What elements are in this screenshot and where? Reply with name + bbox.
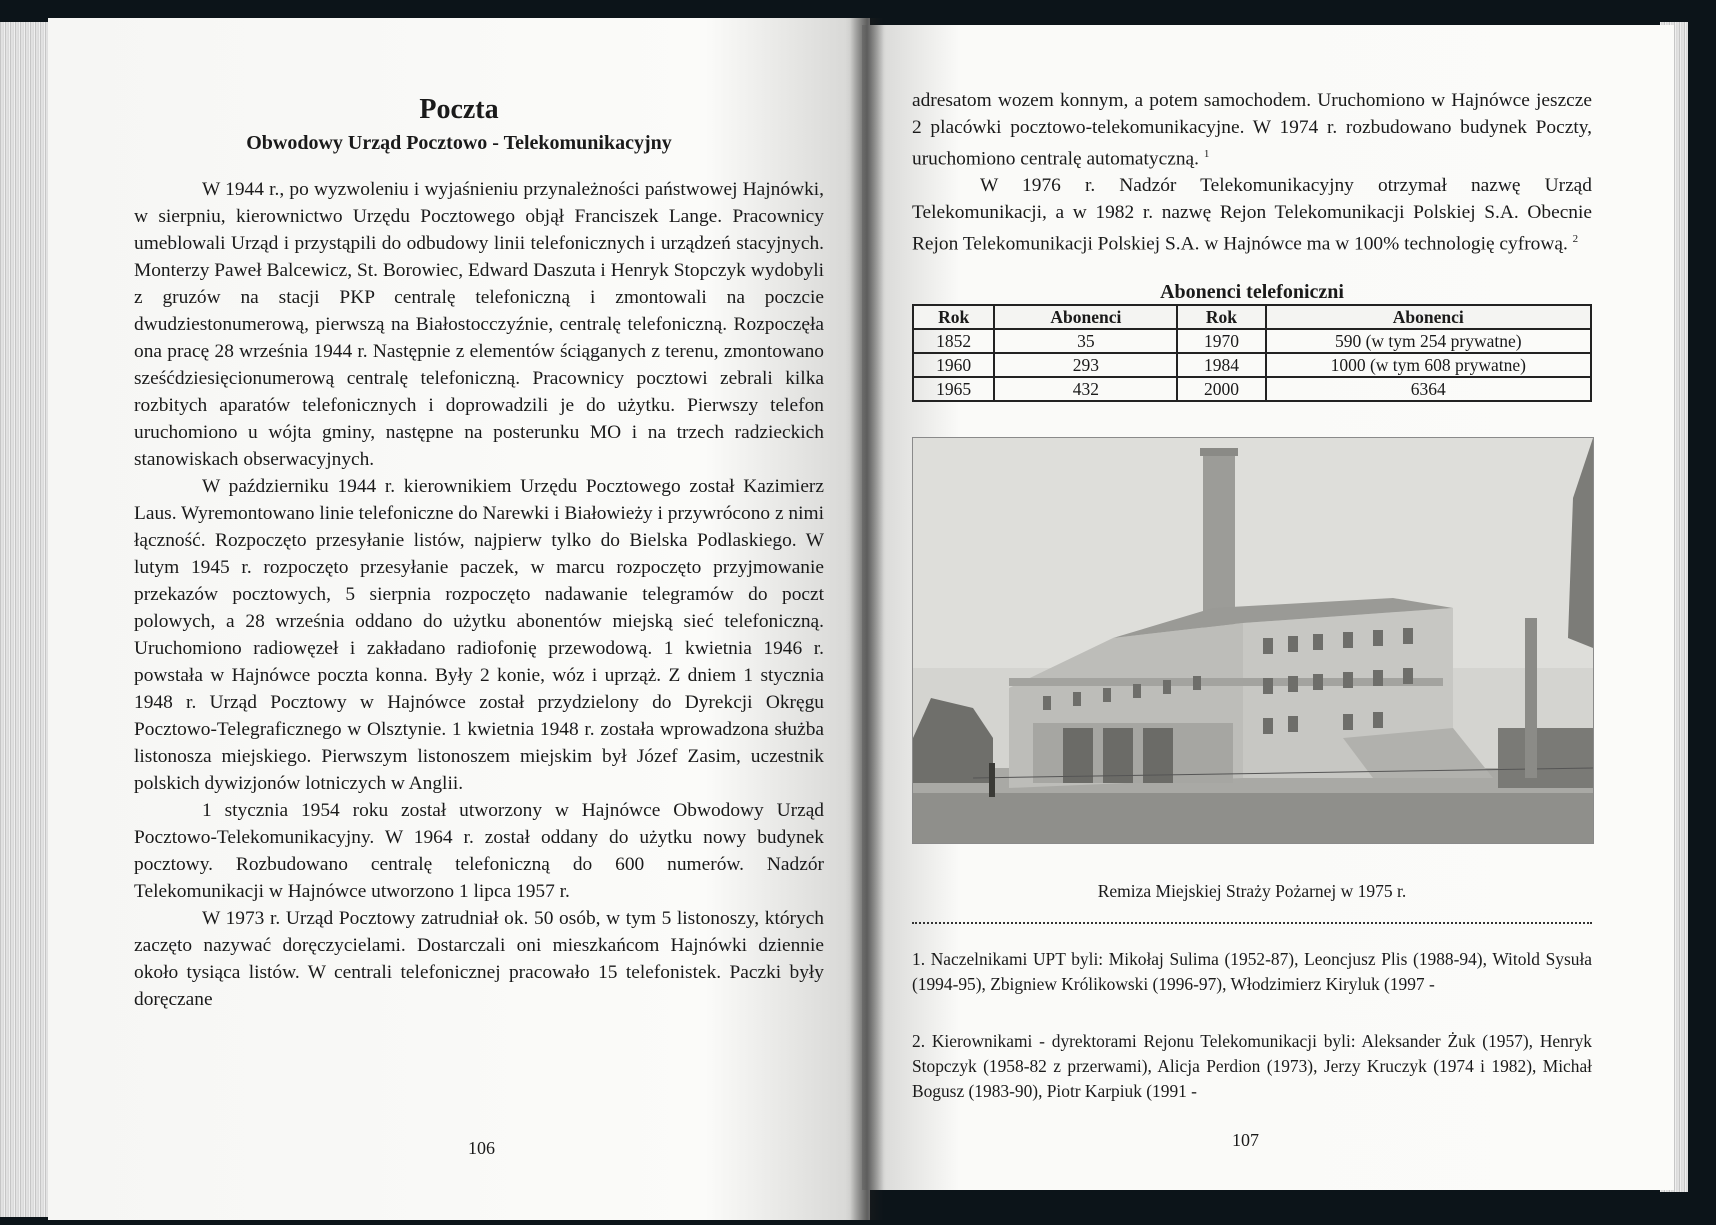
footnote-ref: 2 — [1572, 233, 1579, 246]
table-header: Abonenci — [994, 305, 1177, 329]
paragraph — [912, 172, 1592, 257]
table-row — [913, 353, 1591, 377]
left-page — [48, 18, 870, 1220]
table-header-row — [913, 305, 1591, 329]
table-cell: 1852 — [913, 329, 994, 353]
table-cell: 6364 — [1266, 377, 1591, 401]
table-header: Rok — [913, 305, 994, 329]
page-number: 107 — [1232, 1130, 1259, 1150]
table-caption: Abonenci telefoniczni — [1160, 281, 1344, 303]
right-body-text — [912, 87, 1592, 258]
paragraph: W październiku 1944 r. kierownikiem Urzędu Pocztowego został Kazimierz Laus. Wyremontowano linie telefoniczne do Narewki i Białowieży i przywrócono z nimi łączność. Rozpoczęto przesyłanie listów, najpierw tylko do Bielska Podlaskiego. W lutym 1945 r. rozpoczęto przesyłanie paczek, w marcu rozpoczęto przyjmowanie przekazów pocztowych, 5 sierpnia rozpoczęto nadawanie telegramów do poczt polowych, a 28 września oddano do użytku abonentów miejską sieć telefoniczną. Uruchomiono radiowęzeł i zakładano radiofonię przewodową. 1 kwietnia 1946 r. powstała w Hajnówce poczta konna. Były 2 konie, wóz i uprząż. Z dniem 1 stycznia 1948 r. Urząd Pocztowy w Hajnówce został przydzielony do Dyrekcji Okręgu Pocztowo-Telegraficznego w Olsztynie. 1 kwietnia 1948 r. została wprowadzona służba listonosza miejskiego. Pierwszym listonoszem miejskim był Józef Zasim, uczestnik polskich dywizjonów lotniczych w Anglii. — [134, 476, 824, 794]
left-body-text — [134, 176, 824, 1013]
table-cell: 432 — [994, 377, 1177, 401]
table-cell: 1000 (w tym 608 prywatne) — [1266, 353, 1591, 377]
table-cell: 1965 — [913, 377, 994, 401]
footnote-ref: 1 — [1203, 148, 1210, 160]
paragraph: W 1944 r., po wyzwoleniu i wyjaśnieniu przynależności państwowej Hajnówki, w sierpniu, kierownictwo Urzędu Pocztowego objął Franciszek Lange. Pracownicy umeblowali Urząd i przystąpili do odbudowy linii telefonicznych i urządzeń stacyjnych. Monterzy Paweł Balcewicz, St. Borowiec, Edward Daszuta i Henryk Stopczyk wydobyli z gruzów na stacji PKP centralę telefoniczną i zmontowali na poczcie dwudziestonumerową, pierwszą na Białostocczyźnie, centralę telefoniczną. Rozpoczęła ona pracę 28 września 1944 r. Następnie z elementów ściąganych z terenu, zmontowano sześćdziesięcionumerową centralę telefoniczną. Pracownicy pocztowi zebrali kilka rozbitych aparatów telefonicznych i doprowadzili je do użytku. Pierwszy telefon uruchomiono u wójta gminy, następne na posterunku MO i na trzech radzieckich stanowiskach obserwacyjnych. — [134, 179, 824, 470]
table-cell: 1970 — [1177, 329, 1265, 353]
paragraph: W 1973 r. Urząd Pocztowy zatrudniał ok. 50 osób, w tym 5 listonoszy, których zaczęto nazywać doręczycielami. Dostarczali oni mieszkańcom Hajnówki dziennie około tysiąca listów. W centrali telefonicznej pracowało 15 telefonistek. Paczki były doręczane — [134, 908, 824, 1010]
fire-station-photo — [912, 437, 1594, 844]
table-cell: 35 — [994, 329, 1177, 353]
table-row — [913, 377, 1591, 401]
table-cell: 1984 — [1177, 353, 1265, 377]
table-cell: 293 — [994, 353, 1177, 377]
table-cell: 1960 — [913, 353, 994, 377]
paragraph: 1 stycznia 1954 roku został utworzony w Hajnówce Obwodowy Urząd Pocztowo-Telekomunikacyjny. W 1964 r. został oddany do użytku nowy budynek pocztowy. Rozbudowano centralę telefoniczną do 600 numerów. Nadzór Telekomunikacji w Hajnówce utworzono 1 lipca 1957 r. — [134, 800, 824, 902]
book-gutter — [850, 18, 884, 1220]
table-row — [913, 329, 1591, 353]
paragraph — [912, 87, 1592, 172]
photo-caption: Remiza Miejskiej Straży Pożarnej w 1975 r. — [1097, 881, 1407, 901]
page-title: Poczta — [419, 94, 499, 125]
table-cell: 2000 — [1177, 377, 1265, 401]
table-header: Abonenci — [1266, 305, 1591, 329]
paragraph-text: W 1976 r. Nadzór Telekomunikacyjny otrzymał nazwę Urząd Telekomunikacji, a w 1982 r. nazwę Rejon Telekomunikacji Polskiej S.A. Obecnie Rejon Telekomunikacji Polskiej S.A. w Hajnówce ma w 100% technologię cyfrową. — [912, 175, 1592, 255]
paragraph-text: adresatom wozem konnym, a potem samochodem. Uruchomiono w Hajnówce jeszcze 2 placówki pocztowo-telekomunikacyjne. W 1974 r. rozbudowano budynek Poczty, uruchomiono centralę automatyczną. — [912, 90, 1592, 170]
table-header: Rok — [1177, 305, 1265, 329]
page-number: 106 — [468, 1138, 495, 1158]
right-page — [862, 25, 1674, 1190]
table-cell: 590 (w tym 254 prywatne) — [1266, 329, 1591, 353]
footnote-divider — [912, 922, 1592, 924]
footnote: 1. Naczelnikami UPT byli: Mikołaj Sulima (1952-87), Leoncjusz Plis (1988-94), Witold Sysuła (1994-95), Zbigniew Królikowski (1996-97), Włodzimierz Kiryluk (1997 - — [912, 949, 1592, 994]
subscribers-table — [912, 304, 1592, 402]
section-subtitle: Obwodowy Urząd Pocztowo - Telekomunikacyjny — [246, 132, 672, 154]
footnote: 2. Kierownikami - dyrektorami Rejonu Telekomunikacji byli: Aleksander Żuk (1957), Henryk Stopczyk (1958-82 z przerwami), Alicja Perdion (1973), Jerzy Kruczyk (1974 i 1982), Michał Bogusz (1983-90), Piotr Karpiuk (1991 - — [912, 1031, 1592, 1101]
